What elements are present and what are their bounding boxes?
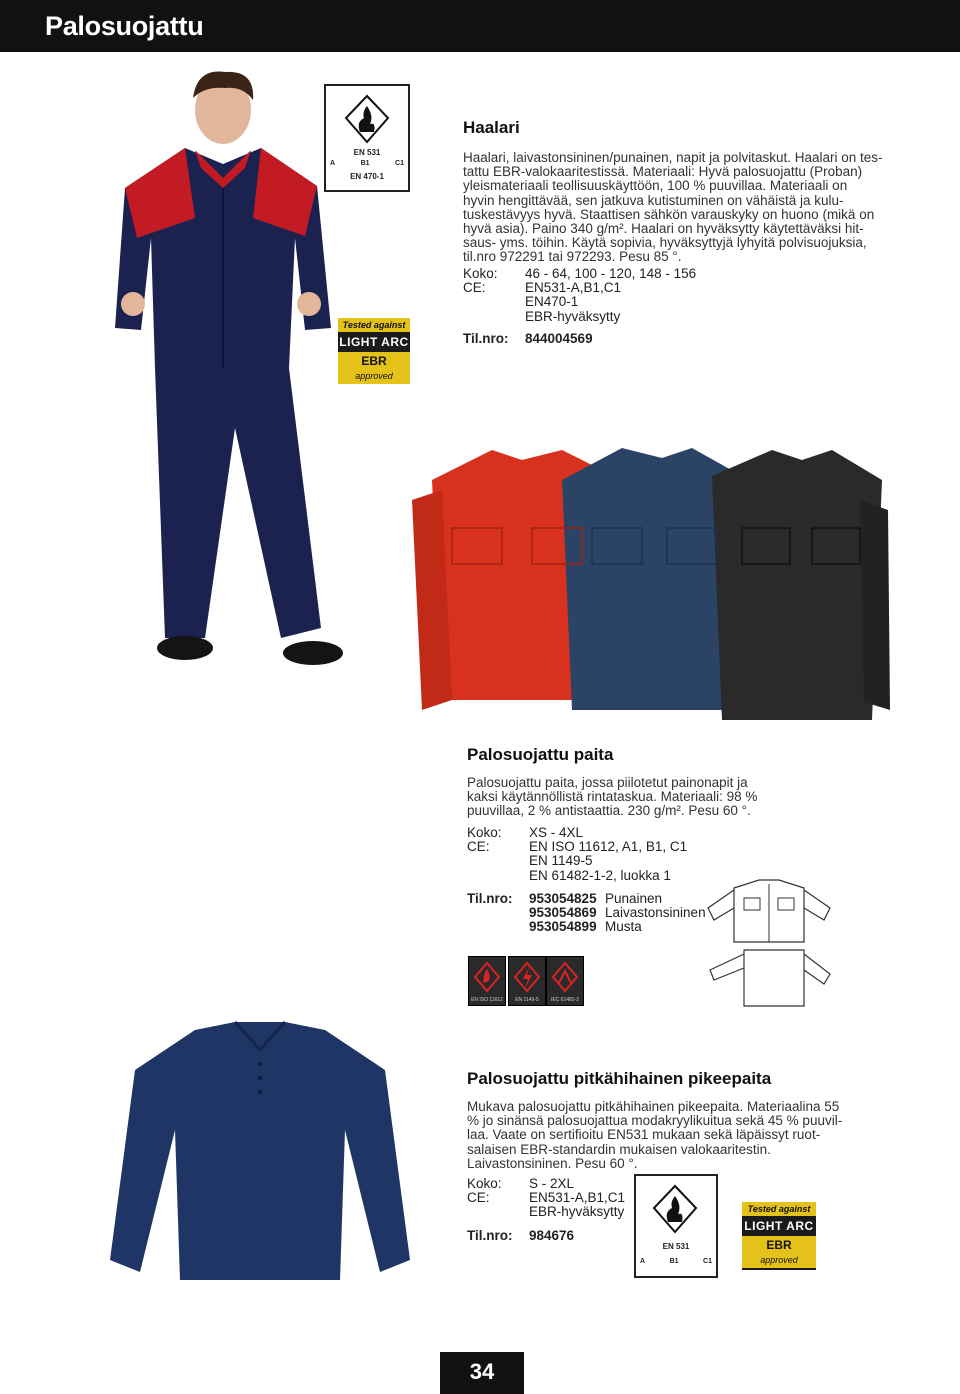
ce-value: EN470-1 — [525, 294, 579, 310]
ebr-approved: approved — [742, 1254, 816, 1268]
page-header — [0, 0, 960, 52]
ebr-light-arc: LIGHT ARC — [339, 335, 409, 349]
tilnro-value: 953054825 — [529, 890, 597, 906]
badge-a: A — [640, 1258, 646, 1265]
tilnro-color: Punainen — [605, 890, 663, 906]
desc-line: tattu EBR-valokaaritestissä. Materiaali: Hyvä palosuojattu (Proban) — [463, 164, 863, 180]
desc-line: salaisen EBR-standardin mukaisen valokaaritestin. — [467, 1141, 771, 1157]
polo-shirt-image — [105, 1020, 415, 1290]
shirt-line-drawing — [704, 878, 834, 1012]
product-title-pikeepaita: Palosuojattu pitkähihainen pikeepaita — [467, 1069, 772, 1088]
page-number: 34 — [440, 1352, 524, 1394]
koko-value: 46 - 64, 100 - 120, 148 - 156 — [525, 266, 697, 281]
ce-label: CE: — [467, 1190, 490, 1206]
ebr-approved: approved — [338, 370, 410, 384]
badge-row — [330, 160, 404, 167]
badge-b1: B1 — [360, 160, 370, 167]
en-1149-5-icon — [508, 956, 546, 1006]
badge-c1: C1 — [703, 1258, 712, 1265]
badge-row — [640, 1258, 712, 1265]
ce-value: EBR-hyväksytty — [529, 1204, 625, 1220]
tilnro-color: Musta — [605, 919, 642, 935]
desc-line: kaksi käytännöllistä rintataskua. Materiaali: 98 % — [467, 789, 758, 805]
desc-line: laa. Vaate on sertifioitu EN531 mukaan sekä läpäissyt ruot- — [467, 1127, 821, 1143]
badge-en2-label: EN 470-1 — [350, 172, 384, 181]
desc-line: hyvin hengittävää, sen jatkuva kutistuminen on vähäistä ja kulu- — [463, 192, 844, 208]
ebr-tested: Tested against — [338, 318, 410, 332]
tilnro-value: 953054899 — [529, 919, 597, 935]
tilnro-label: Til.nro: — [467, 1227, 513, 1243]
tilnro-value: 844004569 — [525, 330, 593, 346]
badge-a: A — [330, 160, 336, 167]
shirts-image — [412, 440, 892, 730]
badge-en-label: EN 531 — [662, 1242, 690, 1251]
icon-label: EN ISO 11612 — [471, 997, 503, 1003]
en531-badge — [634, 1174, 718, 1278]
ce-value: EN531-A,B1,C1 — [525, 280, 622, 296]
ce-value: EN531-A,B1,C1 — [529, 1190, 626, 1206]
product-description-haalari — [463, 151, 903, 265]
iec-61482-2-icon — [546, 956, 584, 1006]
spec-haalari — [463, 267, 696, 346]
desc-line: Haalari, laivastonsininen/punainen, napit ja polvitaskut. Haalari on tes- — [463, 150, 883, 165]
ce-value: EN 61482-1-2, luokka 1 — [529, 867, 671, 883]
flame-icon — [652, 1184, 698, 1234]
ce-label: CE: — [467, 839, 490, 855]
desc-line: puuvillaa, 2 % antistaattia. 230 g/m². Pesu 60 °. — [467, 803, 751, 819]
icon-label: EN 1149-5 — [515, 997, 539, 1003]
tilnro-color: Laivastonsininen — [605, 905, 706, 921]
product-title-paita: Palosuojattu paita — [467, 745, 614, 764]
badge-en-label: EN 531 — [353, 148, 381, 157]
desc-line: Laivastonsininen. Pesu 60 °. — [467, 1155, 638, 1171]
badge-b1: B1 — [669, 1258, 679, 1265]
desc-line: Palosuojattu paita, jossa piilotetut painonapit ja — [467, 775, 748, 790]
ebr-ebr: EBR — [742, 1236, 816, 1254]
ce-value: EBR-hyväksytty — [525, 308, 621, 324]
desc-line: Mukava palosuojattu pitkähihainen pikeepaita. Materiaalina 55 — [467, 1099, 840, 1114]
koko-value: S - 2XL — [529, 1176, 575, 1191]
tilnro-value: 984676 — [529, 1227, 575, 1243]
desc-line: saus- yms. töihin. Käytä sopivia, hyväksyttyjä lyhyitä polvisuojuksia, — [463, 235, 867, 251]
ce-label: CE: — [463, 280, 486, 296]
tilnro-label: Til.nro: — [463, 330, 509, 346]
koko-label: Koko: — [463, 266, 498, 281]
koko-label: Koko: — [467, 825, 502, 840]
tilnro-label: Til.nro: — [467, 890, 513, 906]
koko-label: Koko: — [467, 1176, 502, 1191]
desc-line: til.nro 972291 tai 972293. Pesu 85 °. — [463, 249, 682, 265]
ce-value: EN ISO 11612, A1, B1, C1 — [529, 839, 688, 855]
tilnro-value: 953054869 — [529, 905, 597, 921]
desc-line: hyvä asia). Paino 340 g/m². Haalari on hyväksytty käytettäväksi hit- — [463, 221, 864, 237]
spec-pikeepaita — [467, 1177, 625, 1243]
ebr-ebr: EBR — [338, 352, 410, 370]
ce-value: EN 1149-5 — [529, 853, 593, 869]
desc-line: tuskestävyys hyvä. Staattisen sähkön varauskyky on huono (mikä on — [463, 206, 875, 222]
en-iso-11612-icon — [468, 956, 506, 1006]
spec-paita — [467, 826, 706, 934]
ebr-light-arc-badge — [338, 318, 410, 384]
badge-c1: C1 — [395, 160, 404, 167]
product-title-haalari: Haalari — [463, 118, 520, 137]
en531-badge — [324, 84, 410, 192]
ebr-tested: Tested against — [742, 1202, 816, 1216]
flame-icon — [344, 94, 390, 144]
ebr-light-arc-badge — [742, 1202, 816, 1270]
coverall-image — [85, 68, 365, 680]
desc-line: yleismateriaali teollisuuskäyttöön, 100 % puuvillaa. Materiaali on — [463, 178, 848, 194]
product-description-paita — [467, 776, 767, 819]
koko-value: XS - 4XL — [529, 825, 584, 840]
page-title: Palosuojattu — [45, 11, 204, 41]
ebr-light-arc: LIGHT ARC — [744, 1219, 814, 1233]
desc-line: % jo sinänsä palosuojattua modakryylikuitua sekä 45 % puuvil- — [467, 1113, 843, 1129]
icon-label: IEC 61482-2 — [550, 997, 580, 1003]
product-description-pikeepaita — [467, 1100, 867, 1171]
